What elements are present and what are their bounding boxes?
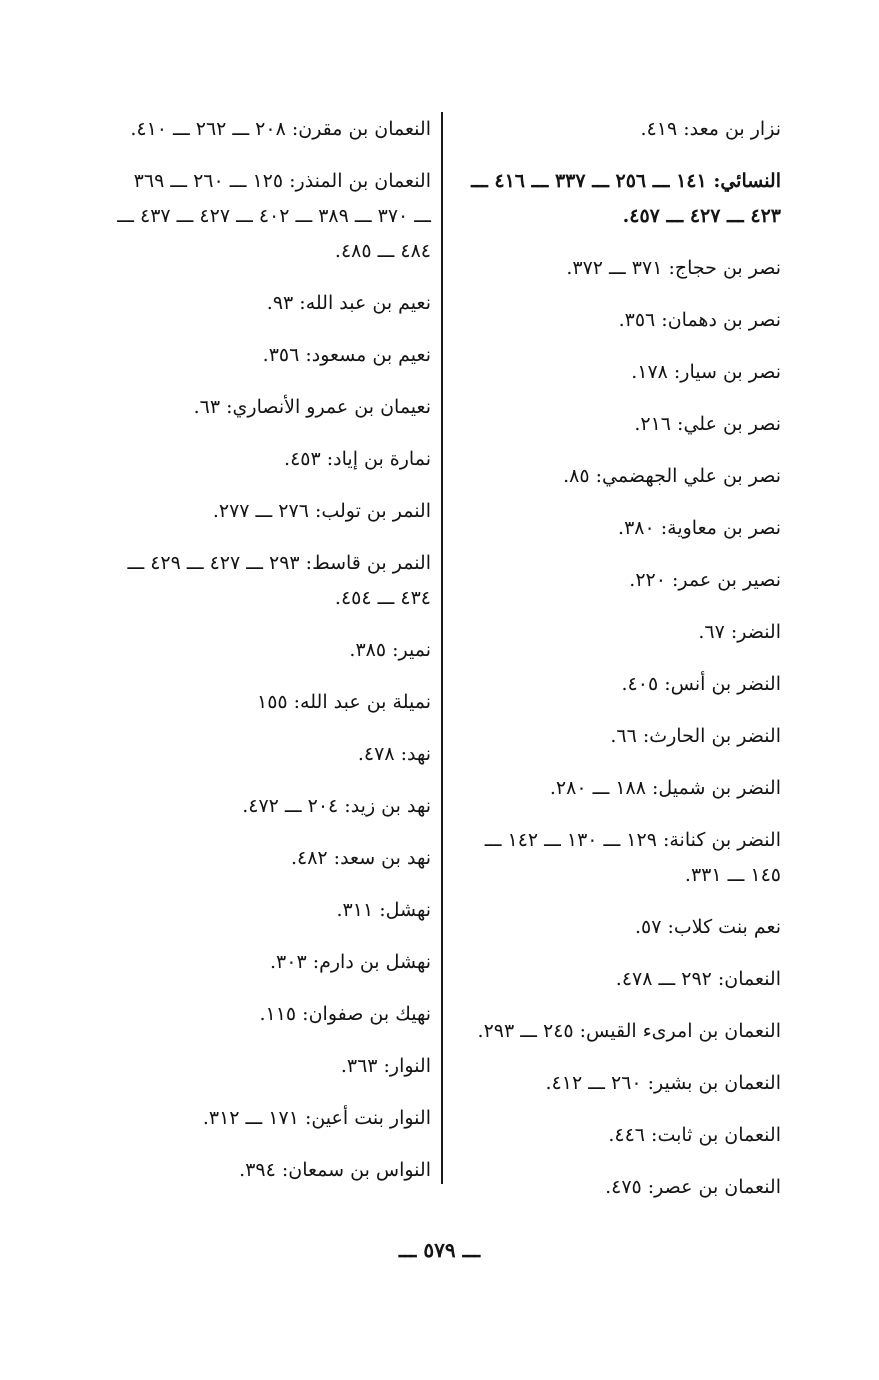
index-entry [111, 841, 431, 876]
index-entry [461, 355, 781, 390]
index-entry [111, 286, 431, 321]
index-entry [461, 251, 781, 286]
index-entry [111, 945, 431, 980]
index-entry [461, 112, 781, 147]
index-entry [461, 459, 781, 494]
index-entry [111, 494, 431, 529]
index-entry [111, 997, 431, 1032]
index-entry-text: النعمان: ٢٩٢ ـــ ٤٧٨. [615, 968, 781, 990]
index-entry [461, 563, 781, 598]
index-entry-text: نصر بن حجاج: ٣٧١ ـــ ٣٧٢. [566, 257, 781, 279]
index-entry-text: النعمان بن بشير: ٢٦٠ ـــ ٤١٢. [545, 1072, 781, 1094]
index-entry-text: نصر بن معاوية: ٣٨٠. [618, 517, 781, 539]
index-entry-text: النضر بن شميل: ١٨٨ ـــ ٢٨٠. [549, 777, 781, 799]
index-entry [461, 719, 781, 754]
index-entry-text: نعيم بن مسعود: ٣٥٦. [262, 344, 431, 366]
index-entry-text: النضر: ٦٧. [698, 621, 781, 643]
index-entry [111, 633, 431, 668]
index-entry [111, 1153, 431, 1188]
index-entry-text: النواس بن سمعان: ٣٩٤. [239, 1159, 431, 1181]
index-entry-text: نمير: ٣٨٥. [349, 639, 431, 661]
index-entry [111, 390, 431, 425]
index-entry-text: النمر بن قاسط: ٢٩٣ ـــ ٤٢٧ ـــ ٤٢٩ ـــ ٤٣٤ ـــ ٤٥٤. [127, 552, 431, 609]
index-column-right [461, 112, 781, 1222]
index-entry [111, 546, 431, 616]
index-entry-text: نهد بن سعد: ٤٨٢. [290, 847, 431, 869]
page-number: ـــ ٥٧٩ ـــ [398, 1238, 481, 1262]
index-entry [111, 338, 431, 373]
index-column-left [111, 112, 431, 1205]
index-entry-text: النعمان بن امرىء القيس: ٢٤٥ ـــ ٢٩٣. [477, 1020, 781, 1042]
index-entry-text: نعم بنت كلاب: ٥٧. [634, 916, 781, 938]
index-entry-text: نهيك بن صفوان: ١١٥. [259, 1003, 431, 1025]
index-entry [461, 1066, 781, 1101]
index-entry [461, 823, 781, 893]
index-entry-text: النضر بن كنانة: ١٢٩ ـــ ١٣٠ ـــ ١٤٢ ـــ ١٤٥ ـــ ٣٣١. [484, 829, 781, 886]
index-entry-text: النمر بن تولب: ٢٧٦ ـــ ٢٧٧. [212, 500, 431, 522]
index-entry-text: النضر بن أنس: ٤٠٥. [621, 673, 781, 695]
index-entry-text: نمارة بن إياد: ٤٥٣. [284, 448, 431, 470]
index-entry-text: النعمان بن المنذر: ١٢٥ ـــ ٢٦٠ ـــ ٣٦٩ ـــ ٣٧٠ ـــ ٣٨٩ ـــ ٤٠٢ ـــ ٤٢٧ ـــ ٤٣٧ ـــ ٤٨٤ ـــ ٤٨٥. [117, 170, 431, 262]
index-entry-text: النعمان بن عصر: ٤٧٥. [605, 1176, 781, 1198]
index-entry-text: النوار: ٣٦٣. [340, 1055, 431, 1077]
index-entry-text: نعيم بن عبد الله: ٩٣. [266, 292, 431, 314]
index-entry [461, 303, 781, 338]
index-entry [111, 1049, 431, 1084]
index-entry [111, 789, 431, 824]
index-entry [461, 962, 781, 997]
column-divider [441, 112, 443, 1184]
index-entry [111, 112, 431, 147]
index-entry [111, 1101, 431, 1136]
index-entry-text: النوار بنت أعين: ١٧١ ـــ ٣١٢. [202, 1107, 431, 1129]
index-entry-text: نهشل: ٣١١. [336, 899, 431, 921]
index-entry [111, 685, 431, 720]
index-entry [461, 164, 781, 234]
index-entry [461, 407, 781, 442]
index-entry-text: نصر بن سيار: ١٧٨. [631, 361, 781, 383]
index-entry-text: النضر بن الحارث: ٦٦. [610, 725, 781, 747]
index-entry [461, 1170, 781, 1205]
index-entry-text: نصر بن دهمان: ٣٥٦. [618, 309, 781, 331]
index-entry-text: نهد بن زيد: ٢٠٤ ـــ ٤٧٢. [242, 795, 431, 817]
index-entry [111, 893, 431, 928]
index-entry-text: نصير بن عمر: ٢٢٠. [629, 569, 781, 591]
index-entry [461, 1118, 781, 1153]
index-entry [461, 910, 781, 945]
index-entry-text: نزار بن معد: ٤١٩. [640, 118, 781, 140]
index-entry-text: نميلة بن عبد الله: ١٥٥ [256, 691, 431, 713]
index-entry-text: نصر بن علي الجهضمي: ٨٥. [563, 465, 781, 487]
index-entry-text: النعمان بن ثابت: ٤٤٦. [608, 1124, 781, 1146]
index-entry [461, 615, 781, 650]
index-entry [111, 737, 431, 772]
index-entry [111, 442, 431, 477]
index-entry-text: نهشل بن دارم: ٣٠٣. [269, 951, 431, 973]
index-entry [461, 667, 781, 702]
index-entry-text: نعيمان بن عمرو الأنصاري: ٦٣. [193, 396, 431, 418]
index-entry [461, 771, 781, 806]
index-entry [111, 164, 431, 269]
index-entry-text: النعمان بن مقرن: ٢٠٨ ـــ ٢٦٢ ـــ ٤١٠. [130, 118, 431, 140]
index-entry-text: نهد: ٤٧٨. [357, 743, 431, 765]
index-entry [461, 1014, 781, 1049]
index-entry-text: نصر بن علي: ٢١٦. [634, 413, 781, 435]
index-entry [461, 511, 781, 546]
index-entry-text: النسائي: ١٤١ ـــ ٢٥٦ ـــ ٣٣٧ ـــ ٤١٦ ـــ ٤٢٣ ـــ ٤٢٧ ـــ ٤٥٧. [471, 170, 781, 227]
